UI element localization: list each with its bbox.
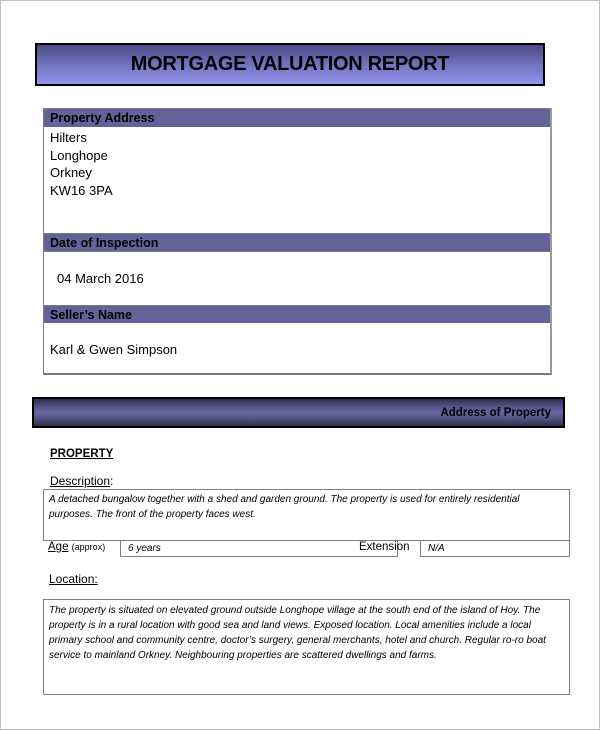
age-label: [48, 541, 105, 553]
extension-label: Extension: [359, 541, 410, 553]
date-of-inspection-header: Date of Inspection: [44, 233, 550, 251]
description-label: [50, 474, 113, 488]
sellers-name-value: Karl & Gwen Simpson: [50, 342, 178, 357]
age-extension-row: [43, 540, 570, 557]
description-field: A detached bungalow together with a shed and garden ground. The property is used for entirely residential purposes. The front of the property faces west.: [43, 489, 570, 541]
property-heading: PROPERTY: [50, 448, 114, 460]
date-of-inspection-value: 04 March 2016: [44, 251, 550, 305]
address-of-property-band: [32, 397, 565, 428]
address-line: Hilters: [50, 130, 87, 145]
report-title-banner: [35, 43, 545, 86]
property-address-value: [44, 127, 550, 233]
address-line: Orkney: [50, 165, 92, 180]
description-colon: :: [110, 474, 114, 488]
extension-value-field: N/A: [420, 540, 570, 557]
description-label-text: Description: [50, 474, 111, 488]
address-line: Longhope: [50, 147, 108, 163]
age-value-field: 6 years: [120, 540, 398, 557]
report-title: MORTGAGE VALUATION REPORT: [130, 53, 450, 75]
sellers-name-header: Seller’s Name: [44, 305, 550, 323]
summary-box: [43, 108, 552, 375]
location-label: Location:: [49, 572, 98, 586]
age-qualifier: (approx): [71, 542, 106, 552]
location-field: The property is situated on elevated ground outside Longhope village at the south end of the island of Hoy. The property is in a rural location with good sea and land views. Exposed location. Local amenities include a local primary school and community centre, doctor’s surgery, general merchants, hotel and church. Regular ro-ro boat service to mainland Orkney. Neighbouring properties are scattered dwellings and farms.: [43, 599, 570, 695]
band-label: Address of Property: [440, 406, 551, 419]
address-line: KW16 3PA: [50, 182, 113, 198]
age-label-text: Age: [48, 541, 69, 553]
property-address-header: Property Address: [44, 109, 550, 127]
